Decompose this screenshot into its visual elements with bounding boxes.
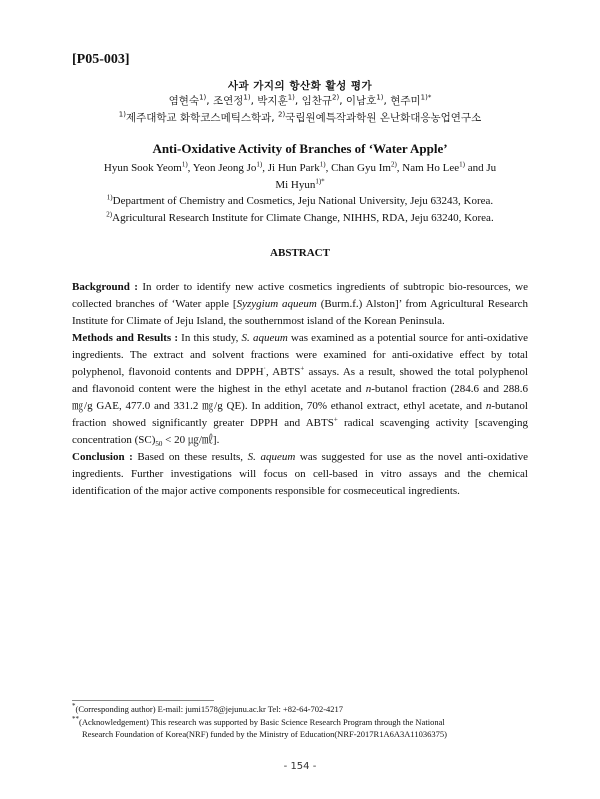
methods-paragraph bbox=[72, 330, 528, 449]
author-affil-mark: 1)* bbox=[315, 177, 325, 186]
methods-label: Methods and Results : bbox=[72, 332, 179, 344]
english-affil-2-line bbox=[72, 212, 528, 224]
species-name: Syzygium aqueum bbox=[236, 298, 317, 310]
footnote-text: (Acknowledgement) This research was supported by Basic Science Research Program through the National bbox=[79, 717, 445, 727]
background-paragraph bbox=[72, 279, 528, 330]
conclusion-text: Based on these results, bbox=[132, 451, 248, 463]
methods-text: In this study, bbox=[178, 332, 242, 344]
author-name: Yeon Jeong Jo bbox=[192, 162, 257, 174]
korean-title: 사과 가지의 항산화 활성 평가 bbox=[227, 80, 373, 92]
page-number: - 154 - bbox=[283, 761, 317, 772]
author-affil-mark: 1) bbox=[199, 93, 207, 102]
author-name: 염현숙 bbox=[168, 95, 200, 107]
korean-authors: 염현숙$^{1)}$, 조연정$^{1)}$, 박지훈$^{1)}$, 임찬규$^{2)}$, 이남호$^{1)}$, 현주미$^{1)*}$ bbox=[168, 93, 432, 107]
footnote-text: (Corresponding author) E-mail: jumi1578@jejunu.ac.kr Tel: +82-64-702-4217 bbox=[75, 704, 344, 714]
author-affil-mark: 1)* bbox=[420, 93, 432, 102]
korean-affiliations bbox=[0, 110, 600, 125]
author-name: 박지훈 bbox=[257, 95, 288, 107]
english-affil-1: Department of Chemistry and Cosmetics, Jeju National University, Jeju 63243, Korea. bbox=[112, 195, 494, 207]
author-name: Ji Hun Park bbox=[267, 162, 320, 174]
conclusion-text: was suggested for use as the novel anti-oxidative ingredients. Further investigations will focus on cell-based in vitro assays and the chemical identification of the major active components responsible for cosmeceutical ingredients. bbox=[72, 451, 528, 497]
italic-prefix: n bbox=[485, 400, 492, 412]
author-name: Nam Ho Lee bbox=[402, 162, 460, 174]
methods-text: -butanol fraction (284.6 and 288.6 ㎎/g GAE, 477.0 and 331.2 ㎎/g QE). In addition, 70% ethanol extract, ethyl acetate, and bbox=[72, 383, 529, 412]
korean-affil-1: 제주대학교 화학코스메틱스학과, bbox=[125, 112, 275, 124]
conclusion-label: Conclusion : bbox=[72, 451, 133, 463]
author-conjunction: and Ju bbox=[467, 162, 497, 174]
methods-text: -butanol fraction showed significantly greater DPPH and ABTS bbox=[72, 400, 528, 429]
author-name: Hyun Sook Yeom bbox=[103, 162, 182, 174]
author-name: Mi Hyun bbox=[275, 179, 316, 191]
author-affil-mark: 1) bbox=[256, 160, 263, 169]
english-affil-1-line bbox=[72, 195, 528, 207]
affil-mark: 2) bbox=[106, 210, 113, 219]
methods-text: was examined as a potential source for anti-oxidative ingredients. The extract and solvent fractions were examined for anti-oxidative effect by total polyphenol, flavonoid contents and DPPH bbox=[72, 332, 528, 378]
author-affil-mark: 1) bbox=[376, 93, 384, 102]
footnote-mark: ** bbox=[72, 715, 79, 724]
radical-superscript: + bbox=[333, 415, 338, 424]
abstract-heading: ABSTRACT bbox=[270, 247, 330, 259]
author-affil-mark: 1) bbox=[181, 160, 188, 169]
affil-mark: 2) bbox=[277, 110, 286, 119]
author-affil-mark: 1) bbox=[287, 93, 295, 102]
abstract-body bbox=[72, 279, 528, 500]
author-name: 이남호 bbox=[345, 95, 377, 107]
methods-text: assays. As a result, showed the total polyphenol and flavonoid content were the highest in the ethyl acetate and bbox=[72, 366, 529, 395]
methods-text: radical scavenging activity [scavenging concentration (SC) bbox=[72, 417, 528, 446]
english-authors: Hyun Sook Yeom$^{1)}$, Yeon Jeong Jo$^{1)}$, Ji Hun Park$^{1)}$, Chan Gyu Im$^{2)}$, Nam Ho Lee$^{1)}$ and Ju Mi Hyun$^{1)*}$ bbox=[103, 160, 497, 191]
subscript: 50 bbox=[155, 440, 163, 449]
italic-prefix: n bbox=[365, 383, 372, 395]
background-text: In order to identify new active cosmetics ingredients of subtropic bio-resources, we collected branches of ‘Water apple [ bbox=[72, 281, 528, 310]
author-name: Chan Gyu Im bbox=[331, 162, 391, 174]
affil-mark: 1) bbox=[106, 193, 113, 202]
footnote-acknowledgement bbox=[72, 716, 528, 740]
footnote-mark: * bbox=[72, 702, 76, 711]
author-name: 조연정 bbox=[212, 95, 244, 107]
english-affil-2: Agricultural Research Institute for Climate Change, NIHHS, RDA, Jeju 63240, Korea. bbox=[112, 212, 494, 224]
english-title: Anti-Oxidative Activity of Branches of ‘Water Apple’ bbox=[152, 141, 448, 156]
author-affil-mark: 2) bbox=[390, 160, 397, 169]
footnote-corresponding bbox=[72, 703, 528, 715]
radical-superscript: + bbox=[300, 364, 305, 373]
footnote-divider bbox=[72, 700, 214, 701]
author-affil-mark: 2) bbox=[332, 93, 340, 102]
author-name: 임찬규 bbox=[301, 95, 333, 107]
author-affil-mark: 1) bbox=[319, 160, 326, 169]
background-text: (Burm.f.) Alston]’ from Agricultural Research Institute for Climate of Jeju Island, the southernmost island of the Korean Peninsula. bbox=[72, 298, 529, 327]
methods-text: < 20 ㎍/㎖]. bbox=[162, 434, 220, 446]
background-label: Background : bbox=[72, 281, 138, 293]
radical-superscript: · bbox=[263, 364, 266, 373]
footnote-text-continued: Research Foundation of Korea(NRF) funded by the Ministry of Education(NRF-2017R1A6A3A11036375) bbox=[82, 729, 447, 739]
korean-affil-2: 국립원예특작과학원 온난화대응농업연구소 bbox=[285, 112, 482, 124]
author-name: 현주미 bbox=[390, 95, 421, 107]
poster-code: [P05-003] bbox=[72, 52, 130, 67]
author-affil-mark: 1) bbox=[459, 160, 465, 169]
conclusion-paragraph bbox=[72, 449, 528, 500]
author-affil-mark: 1) bbox=[243, 93, 251, 102]
species-name: S. aqueum bbox=[241, 332, 288, 344]
species-name: S. aqueum bbox=[247, 451, 296, 463]
methods-text: , ABTS bbox=[265, 366, 301, 378]
affil-mark: 1) bbox=[118, 110, 126, 119]
